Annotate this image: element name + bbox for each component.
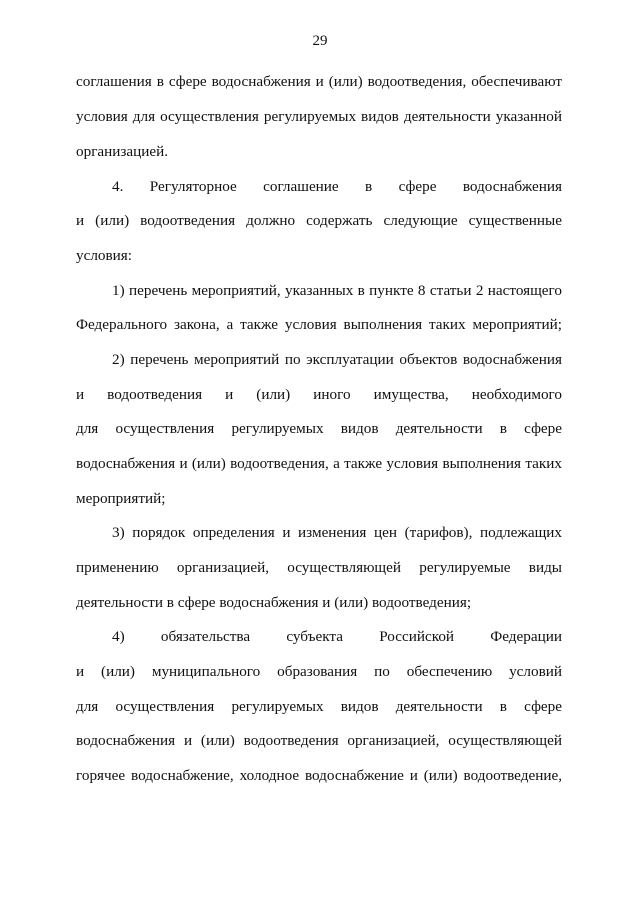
text-line: мероприятий;	[76, 490, 166, 507]
text-line: для осуществления регулируемых видов деятельности в сфере	[76, 420, 562, 437]
text-line: условия:	[76, 247, 133, 264]
text-line: соглашения в сфере водоснабжения и (или) водоотведения, обеспечивают	[76, 73, 562, 90]
text-line: 4) обязательства субъекта Российской Федерации	[112, 628, 562, 645]
text-line: и (или) муниципального образования по обеспечению условий	[76, 663, 562, 680]
text-line: Федерального закона, а также условия выполнения таких мероприятий;	[76, 316, 562, 333]
text-line: применению организацией, осуществляющей регулируемые виды	[76, 559, 562, 576]
text-line: и водоотведения и (или) иного имущества, необходимого	[76, 386, 562, 403]
text-line: 3) порядок определения и изменения цен (тарифов), подлежащих	[112, 524, 562, 541]
text-line: 1) перечень мероприятий, указанных в пункте 8 статьи 2 настоящего	[112, 282, 562, 299]
text-line: организацией.	[76, 143, 169, 160]
text-line: для осуществления регулируемых видов деятельности в сфере	[76, 698, 562, 715]
text-line: условия для осуществления регулируемых видов деятельности указанной	[76, 108, 562, 125]
text-line: горячее водоснабжение, холодное водоснабжение и (или) водоотведение,	[76, 767, 562, 784]
text-line: и (или) водоотведения должно содержать следующие существенные	[76, 212, 562, 229]
text-line: водоснабжения и (или) водоотведения организацией, осуществляющей	[76, 732, 562, 749]
text-line: водоснабжения и (или) водоотведения, а также условия выполнения таких	[76, 455, 562, 472]
text-line: 2) перечень мероприятий по эксплуатации объектов водоснабжения	[112, 351, 562, 368]
text-line: деятельности в сфере водоснабжения и (или) водоотведения;	[76, 594, 472, 611]
text-line: 4. Регуляторное соглашение в сфере водоснабжения	[112, 178, 562, 195]
page-number: 29	[312, 33, 328, 49]
